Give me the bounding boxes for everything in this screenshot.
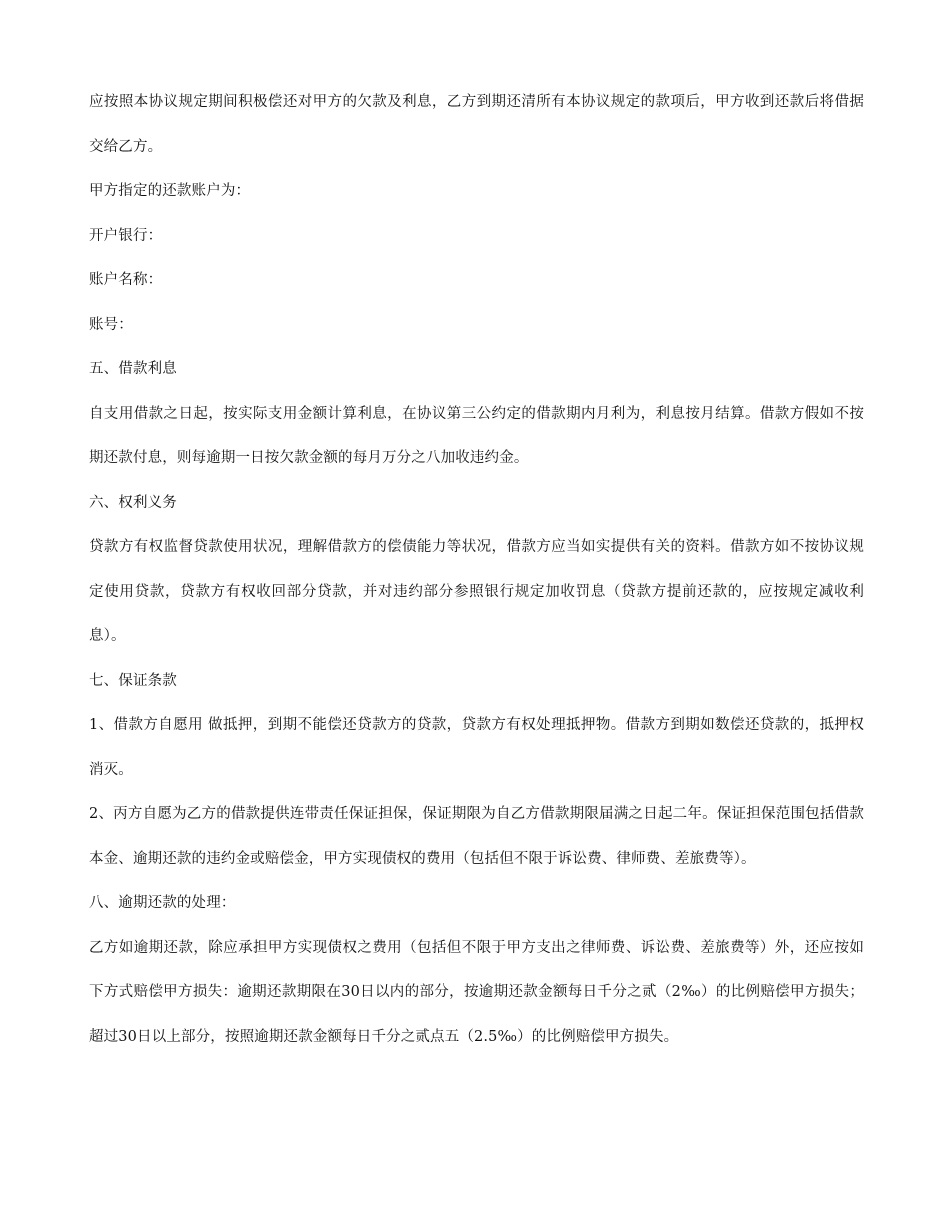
paragraph-guarantee-surety: 2、丙方自愿为乙方的借款提供连带责任保证担保，保证期限为自乙方借款期限届满之日起二年。保证担保范围包括借款本金、逾期还款的违约金或赔偿金，甲方实现债权的费用（包括但不限于诉讼费、律师费、差旅费等）。 xyxy=(89,806,864,867)
section-heading-guarantee: 七、保证条款 xyxy=(89,672,177,689)
field-account-name: 账户名称： xyxy=(89,272,163,288)
field-bank-name: 开户银行： xyxy=(89,227,163,244)
paragraph-guarantee-collateral: 1、借款方自愿用 做抵押，到期不能偿还贷款方的贷款，贷款方有权处理抵押物。借款方到期如数偿还贷款的，抵押权消灭。 xyxy=(89,717,864,778)
section-heading-overdue: 八、逾期还款的处理： xyxy=(89,895,236,911)
section-heading-rights-obligations: 六、权利义务 xyxy=(89,494,177,511)
paragraph-rights-obligations: 贷款方有权监督贷款使用状况，理解借款方的偿债能力等状况，借款方应当如实提供有关的资料。借款方如不按协议规定使用贷款，贷款方有权收回部分贷款，并对违约部分参照银行规定加收罚息（贷款方提前还款的，应按规定减收利息）。 xyxy=(89,539,864,644)
paragraph-repayment-obligation: 应按照本协议规定期间积极偿还对甲方的欠款及利息，乙方到期还清所有本协议规定的款项后，甲方收到还款后将借据交给乙方。 xyxy=(89,94,864,155)
paragraph-interest: 自支用借款之日起，按实际支用金额计算利息，在协议第三公约定的借款期内月利为，利息按月结算。借款方假如不按期还款付息，则每逾期一日按欠款金额的每月万分之八加收违约金。 xyxy=(89,405,864,466)
paragraph-repayment-account-intro: 甲方指定的还款账户为： xyxy=(89,183,251,199)
document-body xyxy=(89,80,864,1059)
paragraph-overdue-handling: 乙方如逾期还款，除应承担甲方实现债权之费用（包括但不限于甲方支出之律师费、诉讼费、差旅费等）外，还应按如下方式赔偿甲方损失：逾期还款期限在30日以内的部分，按逾期还款金额每日千分之贰（2‰）的比例赔偿甲方损失；超过30日以上部分，按照逾期还款金额每日千分之贰点五（2.5‰）的比例赔偿甲方损失。 xyxy=(89,939,864,1045)
section-heading-interest: 五、借款利息 xyxy=(89,361,177,377)
field-account-number: 账号： xyxy=(89,316,133,333)
